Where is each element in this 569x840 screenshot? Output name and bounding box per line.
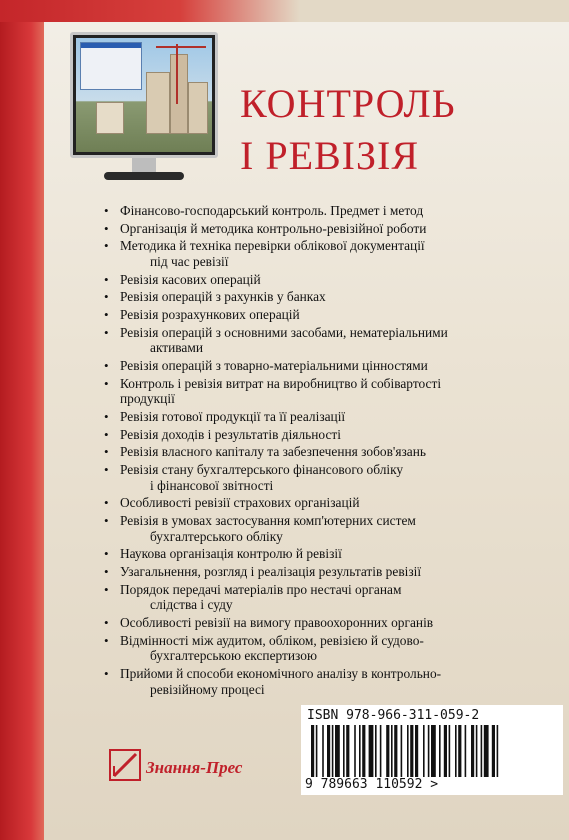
monitor-screen <box>70 32 218 158</box>
topic-text: Ревізія операцій з основними засобами, нематеріальними <box>120 324 448 340</box>
barcode-bar <box>471 725 474 777</box>
bullet-icon: • <box>104 238 109 254</box>
topic-text: Ревізія касових операцій <box>120 271 261 287</box>
barcode-bar <box>394 725 397 777</box>
book-title-line2: І РЕВІЗІЯ <box>240 133 420 178</box>
bullet-icon: • <box>104 426 109 442</box>
monitor-illustration <box>64 28 224 188</box>
topic-text-continued: слідства і суду <box>150 597 233 613</box>
topic-text-continued: ревізійному процесі <box>150 681 265 697</box>
bullet-icon: • <box>104 495 109 511</box>
bullet-icon: • <box>104 271 109 287</box>
bullet-icon: • <box>104 307 109 323</box>
barcode-bar <box>332 725 334 777</box>
bullet-icon: • <box>104 546 109 562</box>
barcode-bar <box>476 725 478 777</box>
barcode-bar <box>380 725 382 777</box>
topic-item <box>104 546 524 562</box>
publisher-name: Знання-Прес <box>146 758 243 777</box>
barcode-bar <box>369 725 374 777</box>
topic-item <box>104 307 524 323</box>
red-side-band <box>0 0 44 840</box>
topic-item <box>104 564 524 580</box>
topic-item <box>104 615 524 631</box>
topic-text-continued: і фінансової звітності <box>150 477 274 493</box>
topic-item <box>104 633 524 664</box>
bullet-icon: • <box>104 513 109 528</box>
topic-item <box>104 666 524 697</box>
bullet-icon: • <box>104 462 109 478</box>
bullet-icon: • <box>104 220 109 236</box>
topic-text: Фінансово-господарський контроль. Предмет і метод <box>120 203 424 218</box>
barcode-bar <box>455 725 457 777</box>
monitor-stand <box>132 158 156 172</box>
topic-item <box>104 358 524 374</box>
barcode-bar <box>401 725 403 777</box>
barcode-bar <box>327 725 330 777</box>
topic-text: Прийоми й способи економічного аналізу в контрольно- <box>120 665 442 681</box>
topic-text: Ревізія розрахункових операцій <box>120 307 300 323</box>
publisher-mark-icon <box>108 748 142 782</box>
topic-text: Ревізія операцій з рахунків у банках <box>120 289 326 305</box>
publisher-logo <box>108 748 298 788</box>
topic-item <box>104 462 524 493</box>
barcode-bar <box>311 725 314 777</box>
topic-text: Наукова організація контролю й ревізії <box>120 546 342 562</box>
barcode-bar <box>375 725 377 777</box>
bullet-icon: • <box>104 632 109 648</box>
barcode-bar <box>354 725 356 777</box>
topic-text: Ревізія доходів і результатів діяльності <box>120 426 341 442</box>
topic-item <box>104 513 524 544</box>
red-top-band <box>0 0 300 22</box>
barcode-bar <box>439 725 441 777</box>
barcode-bar <box>428 725 430 777</box>
barcode-bar <box>343 725 345 777</box>
bullet-icon: • <box>104 289 109 305</box>
topic-text: Відмінності між аудитом, обліком, ревізією й судово- <box>120 632 424 648</box>
monitor-base <box>104 172 184 180</box>
barcode-bar <box>497 725 499 777</box>
topic-item <box>104 427 524 443</box>
topic-text: Методика й техніка перевірки облікової документації <box>120 238 425 254</box>
barcode-bar <box>346 725 349 777</box>
bullet-icon: • <box>104 444 109 460</box>
barcode-bar <box>410 725 413 777</box>
topic-item <box>104 221 524 237</box>
barcode-bar <box>362 725 365 777</box>
topic-text-continued: продукції <box>120 391 175 407</box>
isbn-number: ISBN 978-966-311-059-2 <box>307 708 480 723</box>
book-title-line1: КОНТРОЛЬ <box>240 81 456 126</box>
topic-text: Ревізія в умовах застосування комп'ютерних систем <box>120 513 416 528</box>
bullet-icon: • <box>104 358 109 373</box>
barcode-bar <box>316 725 318 777</box>
isbn-block <box>301 705 563 795</box>
topic-item <box>104 376 524 407</box>
bullet-icon: • <box>104 408 109 424</box>
barcode-bar <box>423 725 425 777</box>
bullet-icon: • <box>104 324 109 340</box>
topic-item <box>104 582 524 613</box>
barcode-icon <box>309 725 555 777</box>
topic-item <box>104 325 524 356</box>
software-window-icon <box>80 42 142 90</box>
topic-text-continued: бухгалтерського обліку <box>150 528 283 544</box>
barcode-bar <box>484 725 489 777</box>
topic-text: Ревізія стану бухгалтерського фінансового обліку <box>120 462 404 478</box>
topic-text: Контроль і ревізія витрат на виробництво й собівартості <box>120 375 442 391</box>
topic-item <box>104 444 524 460</box>
bullet-icon: • <box>104 665 109 681</box>
barcode-bar <box>465 725 467 777</box>
barcode-bar <box>335 725 340 777</box>
topic-text-continued: активами <box>150 340 204 356</box>
topic-item <box>104 203 524 219</box>
topic-text: Ревізія операцій з товарно-матеріальними цінностями <box>120 358 428 373</box>
topic-text-continued: бухгалтерською експертизою <box>150 648 317 664</box>
topic-item <box>104 409 524 425</box>
topic-text: Організація й методика контрольно-ревізійної роботи <box>120 220 427 236</box>
barcode-bar <box>444 725 447 777</box>
barcode-bar <box>407 725 409 777</box>
topic-item <box>104 272 524 288</box>
bullet-icon: • <box>104 203 109 218</box>
crane-icon <box>176 44 178 104</box>
topic-text: Ревізія готової продукції та її реалізації <box>120 408 346 424</box>
topic-text-continued: під час ревізії <box>150 253 229 269</box>
topic-item <box>104 289 524 305</box>
bullet-icon: • <box>104 614 109 630</box>
bullet-icon: • <box>104 563 109 579</box>
barcode-digits: 9 789663 110592 > <box>305 777 439 792</box>
topic-text: Особливості ревізії страхових організацій <box>120 495 360 511</box>
topic-item <box>104 495 524 511</box>
barcode-bar <box>458 725 461 777</box>
topic-text: Особливості ревізії на вимогу правоохоронних органів <box>120 614 434 630</box>
barcode-bar <box>415 725 418 777</box>
bullet-icon: • <box>104 375 109 391</box>
barcode-bar <box>359 725 361 777</box>
topic-item <box>104 238 524 269</box>
barcode-bar <box>322 725 324 777</box>
bullet-icon: • <box>104 581 109 597</box>
barcode-bar <box>481 725 483 777</box>
barcode-bar <box>449 725 451 777</box>
topic-text: Порядок передачі матеріалів про нестачі органам <box>120 581 402 597</box>
topic-text: Узагальнення, розгляд і реалізація результатів ревізії <box>120 563 422 579</box>
barcode-bar <box>391 725 393 777</box>
barcode-bar <box>492 725 495 777</box>
topics-list <box>104 203 524 699</box>
topic-text: Ревізія власного капіталу та забезпечення зобов'язань <box>120 444 426 460</box>
barcode-bar <box>386 725 389 777</box>
barcode-bar <box>431 725 436 777</box>
